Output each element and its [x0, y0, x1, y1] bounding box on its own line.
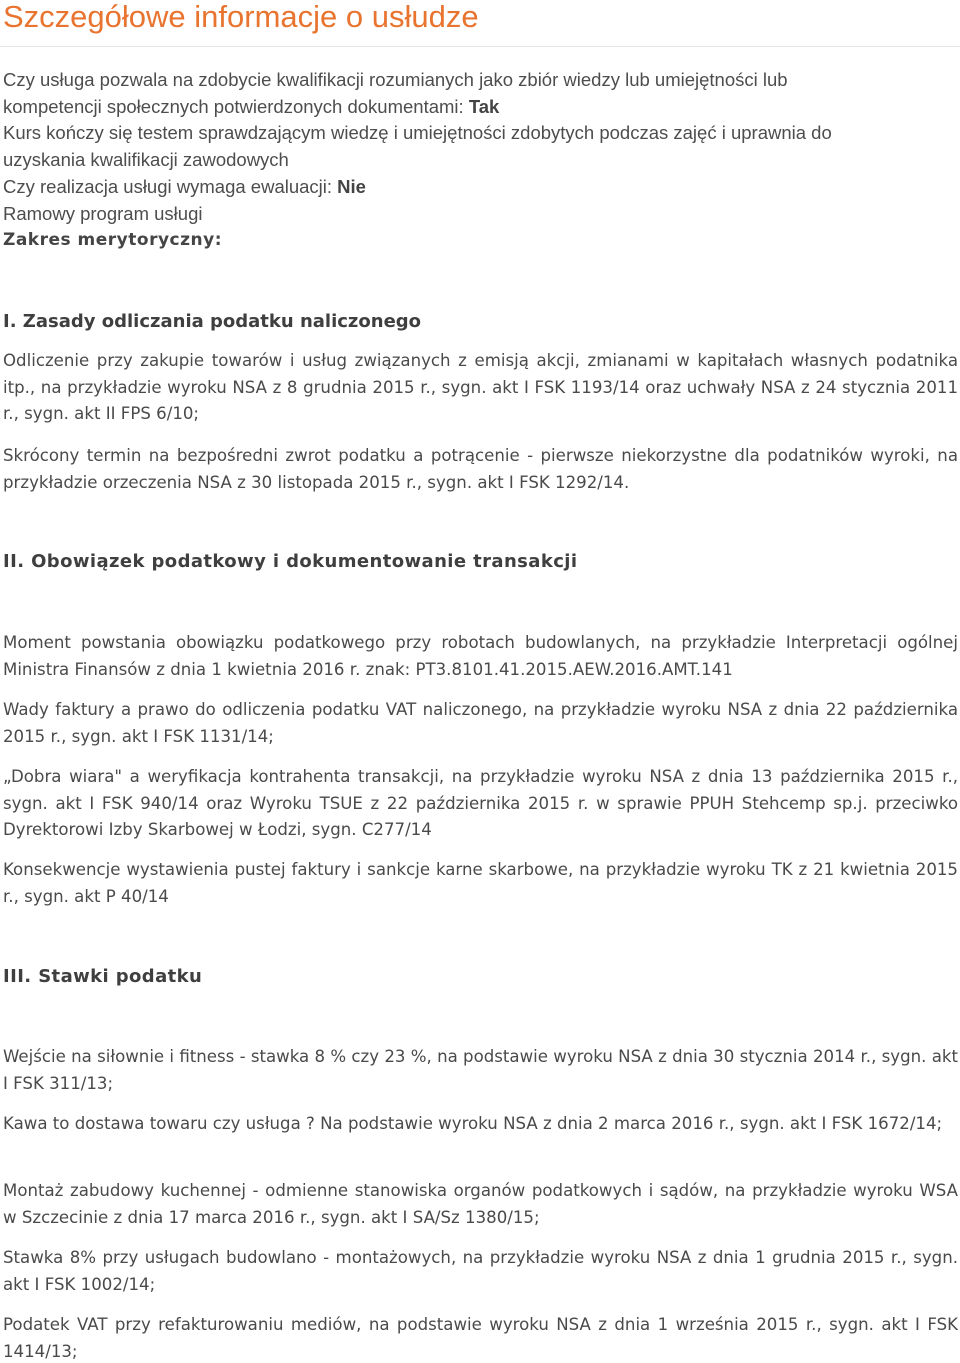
section-3-paragraph-3: Montaż zabudowy kuchennej - odmienne stanowiska organów podatkowych i sądów, na przykładzie wyroku WSA w Szczecinie z dnia 17 marca 2016 r., sygn. akt I SA/Sz 1380/15; — [3, 1181, 958, 1227]
page-title: Szczegółowe informacje o usłudze — [3, 0, 479, 34]
qualification-question-line2 — [3, 94, 953, 121]
section-1-paragraph-1: Odliczenie przy zakupie towarów i usług związanych z emisją akcji, zmianami w kapitałach własnych podatnika itp., na przykładzie wyroku NSA z 8 grudnia 2015 r., sygn. akt I FSK 1193/14 oraz uchwały NSA z 24 stycznia 2011 r., sygn. akt II FPS 6/10; — [3, 351, 958, 424]
section-1-heading: I. Zasady odliczania podatku naliczonego — [3, 311, 422, 332]
scope-label-text: Zakres merytoryczny: — [3, 230, 222, 251]
service-info — [3, 67, 953, 254]
section-2-paragraph-3: „Dobra wiara" a weryfikacja kontrahenta transakcji, na przykładzie wyroku NSA z dnia 13 października 2015 r., sygn. akt I FSK 940/14 oraz Wyroku TSUE z 22 października 2015 r. w sprawie PPUH Stehcemp sp.j. przeciwko Dyrektorowi Izby Skarbowej w Łodzi, sygn. C277/14 — [3, 767, 958, 840]
scope-label — [3, 227, 953, 254]
evaluation-line — [3, 174, 953, 201]
section-2-paragraph-1: Moment powstania obowiązku podatkowego przy robotach budowlanych, na przykładzie Interpretacji ogólnej Ministra Finansów z dnia 1 kwietnia 2016 r. znak: PT3.8101.41.2015.AEW.2016.AMT.141 — [3, 633, 958, 679]
qualification-question-line1: Czy usługa pozwala na zdobycie kwalifikacji rozumianych jako zbiór wiedzy lub umiejętności lub — [3, 69, 788, 90]
section-3-paragraph-4: Stawka 8% przy usługach budowlano - montażowych, na przykładzie wyroku NSA z dnia 1 grudnia 2015 r., sygn. akt I FSK 1002/14; — [3, 1248, 958, 1294]
qualification-answer: Tak — [468, 95, 500, 117]
section-1-paragraph-2: Skrócony termin na bezpośredni zwrot podatku a potrącenie - pierwsze niekorzystne dla podatników wyroki, na przykładzie orzeczenia NSA z 30 listopada 2015 r., sygn. akt I FSK 1292/14. — [3, 446, 958, 492]
section-2-heading: II. Obowiązek podatkowy i dokumentowanie transakcji — [3, 551, 578, 572]
course-description-line1: Kurs kończy się testem sprawdzającym wiedzę i umiejętności zdobytych podczas zajęć i uprawnia do — [3, 122, 832, 144]
course-description-line2: uzyskania kwalifikacji zawodowych — [3, 149, 289, 171]
qualification-question-text: kompetencji społecznych potwierdzonych dokumentami: — [3, 95, 464, 117]
section-3-heading: III. Stawki podatku — [3, 966, 203, 987]
section-3-paragraph-1: Wejście na siłownie i fitness - stawka 8 % czy 23 %, na podstawie wyroku NSA z dnia 30 stycznia 2014 r., sygn. akt I FSK 311/13; — [3, 1047, 958, 1093]
section-2-paragraph-4: Konsekwencje wystawienia pustej faktury i sankcje karne skarbowe, na przykładzie wyroku TK z 21 kwietnia 2015 r., sygn. akt P 40/14 — [3, 860, 958, 906]
section-2-paragraph-2: Wady faktury a prawo do odliczenia podatku VAT naliczonego, na przykładzie wyroku NSA z dnia 22 października 2015 r., sygn. akt I FSK 1131/14; — [3, 700, 958, 746]
framework-program-label: Ramowy program usługi — [3, 202, 203, 224]
evaluation-question: Czy realizacja usługi wymaga ewaluacji: — [3, 175, 333, 197]
section-3-paragraph-5: Podatek VAT przy refakturowaniu mediów, na podstawie wyroku NSA z dnia 1 września 2015 r., sygn. akt I FSK 1414/13; — [3, 1315, 958, 1361]
title-divider — [0, 46, 960, 47]
evaluation-answer: Nie — [337, 175, 366, 197]
section-3-paragraph-2: Kawa to dostawa towaru czy usługa ? Na podstawie wyroku NSA z dnia 2 marca 2016 r., sygn. akt I FSK 1672/14; — [3, 1114, 943, 1133]
